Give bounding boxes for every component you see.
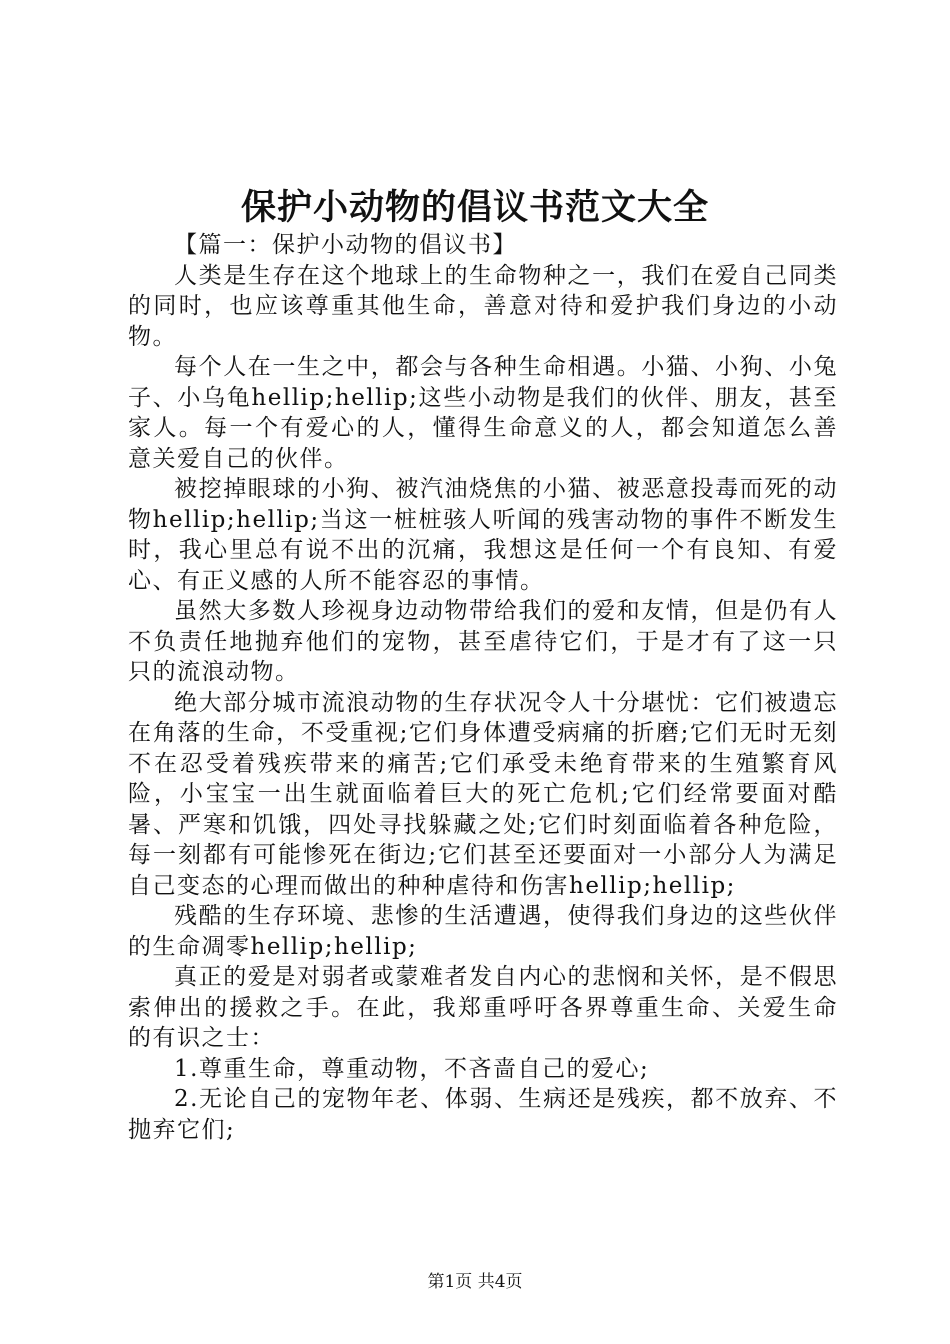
list-item: 1.尊重生命，尊重动物，不吝啬自己的爱心; [174, 1055, 650, 1082]
list-item: 2.无论自己的宠物年老、体弱、生病还是残疾，都不放弃、不抛弃它们; [128, 1086, 838, 1143]
document-body [128, 230, 838, 1145]
page-footer: 第1页 共4页 [427, 1272, 523, 1292]
paragraph: 人类是生存在这个地球上的生命物种之一，我们在爱自己同类的同时，也应该尊重其他生命，善意对待和爱护我们身边的小动物。 [128, 262, 838, 350]
paragraph: 绝大部分城市流浪动物的生存状况令人十分堪忧：它们被遗忘在角落的生命，不受重视;它们身体遭受病痛的折磨;它们无时无刻不在忍受着残疾带来的痛苦;它们承受未绝育带来的生殖繁育风险，小宝宝一出生就面临着巨大的死亡危机;它们经常要面对酷暑、严寒和饥饿，四处寻找躲藏之处;它们时刻面临着各种危险，每一刻都有可能惨死在街边;它们甚至还要面对一小部分人为满足自己变态的心理而做出的种种虐待和伤害hellip;hellip; [128, 689, 838, 899]
paragraph: 被挖掉眼球的小狗、被汽油烧焦的小猫、被恶意投毒而死的动物hellip;hellip;当这一桩桩骇人听闻的残害动物的事件不断发生时，我心里总有说不出的沉痛，我想这是任何一个有良知、有爱心、有正义感的人所不能容忍的事情。 [128, 476, 838, 594]
paragraph: 虽然大多数人珍视身边动物带给我们的爱和友情，但是仍有人不负责任地抛弃他们的宠物，甚至虐待它们，于是才有了这一只只的流浪动物。 [128, 598, 838, 685]
paragraph: 真正的爱是对弱者或蒙难者发自内心的悲悯和关怀，是不假思索伸出的援救之手。在此，我郑重呼吁各界尊重生命、关爱生命的有识之士： [128, 964, 838, 1051]
section-heading: 【篇一：保护小动物的倡议书】 [174, 232, 517, 258]
document-title: 保护小动物的倡议书范文大全 [240, 187, 709, 228]
paragraph: 残酷的生存环境、悲惨的生活遭遇，使得我们身边的这些伙伴的生命凋零hellip;hellip; [128, 903, 838, 960]
paragraph: 每个人在一生之中，都会与各种生命相遇。小猫、小狗、小兔子、小乌龟hellip;hellip;这些小动物是我们的伙伴、朋友，甚至家人。每一个有爱心的人，懂得生命意义的人，都会知道怎么善意关爱自己的伙伴。 [128, 354, 838, 472]
